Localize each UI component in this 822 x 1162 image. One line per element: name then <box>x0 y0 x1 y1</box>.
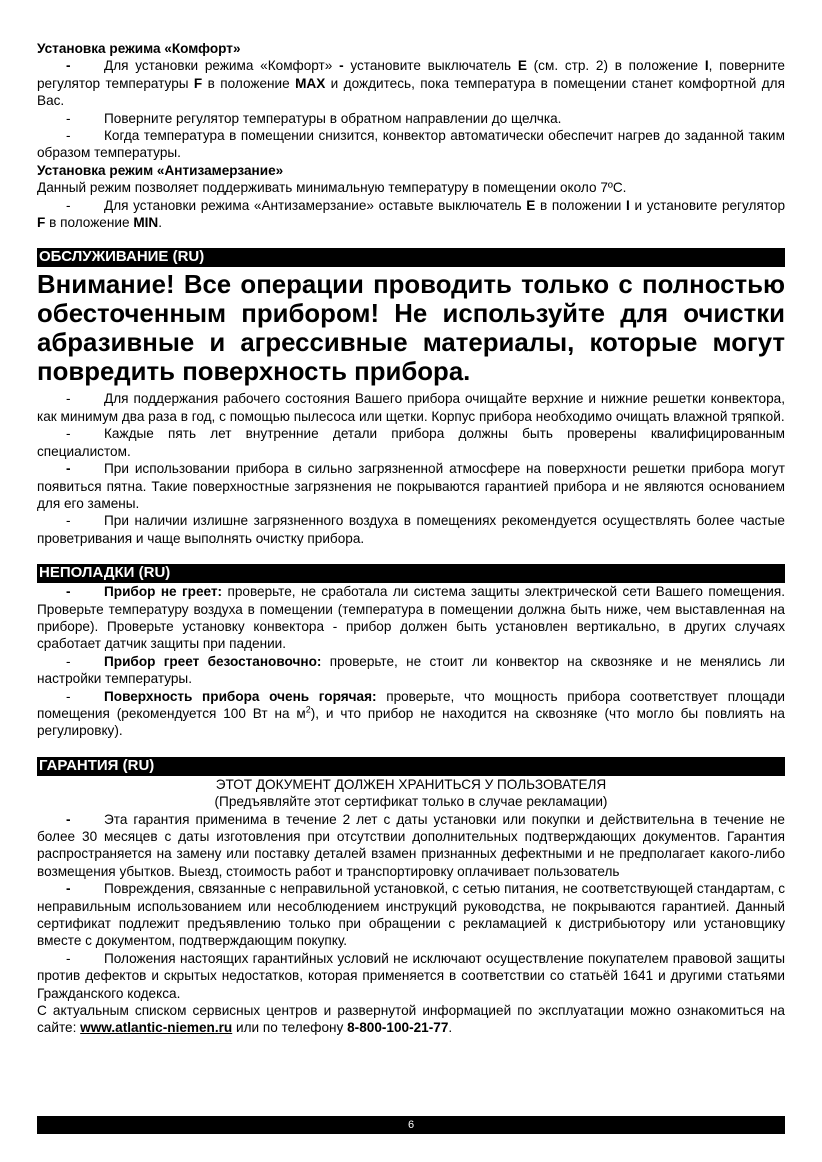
antifreeze-paragraph-2: - Для установки режима «Антизамерзание» оставьте выключатель E в положении I и установите регулятор F в положение MIN. <box>37 197 786 231</box>
section-spacer <box>37 547 785 564</box>
warranty-paragraph-2: - Повреждения, связанные с неправильной установкой, с сетью питания, не соответствующей стандартам, с неправильным использованием или несоблюдением инструкций руководства, не покрываются гарантией. Данный сертификат подлежит предъявлению только при обращении с рекламацией к дистрибьютору или установщику вместе с документом, подтверждающим покупку. <box>37 881 785 949</box>
page-number: 6 <box>407 1119 415 1131</box>
fault-hot-surface: - Поверхность прибора очень горячая: проверьте, что мощность прибора соответствует площади помещения (рекомендуется 100 Вт на $м^2$), и что прибор не находится на сквозняке (что могло бы повлиять на регулировку). <box>37 688 785 739</box>
comfort-paragraph-1: - Для установки режима «Комфорт» - установите выключатель E (см. стр. 2) в положение I, поверните регулятор температуры F в положение MAX и дождитесь, пока температура в помещении станет комфортной для Вас. <box>37 58 785 109</box>
warranty-paragraph-1: - Эта гарантия применима в течение 2 лет с даты установки или покупки и действительна в течение не более 30 месяцев с даты изготовления при отсутствии дополнительных подтверждающих документов. Гарантия распространяется на замену или поставку деталей взамен признанных дефектными и не предполагает какого-либо возмещения убытков. Выезд, стоимость работ и транспортировку оплачивает пользователь <box>37 811 785 879</box>
warranty-section-header: ГАРАНТИЯ (RU) <box>37 757 785 776</box>
fault-constant-heating: - Прибор греет безостановочно: проверьте, не стоит ли конвектор на сквозняке и не менялись ли настройки температуры. <box>37 653 786 687</box>
comfort-paragraph-2: - Поверните регулятор температуры в обратном направлении до щелчка. <box>66 110 562 126</box>
maintenance-paragraph-1: - Для поддержания рабочего состояния Вашего прибора очищайте верхние и нижние решетки конвектора, как минимум два раза в год, с помощью пылесоса или щетки. Корпус прибора необходимо очищать влажной тряпкой. <box>37 391 785 424</box>
maintenance-warning: Внимание! Все операции проводить только с полностью обесточенным прибором! Не используйте для очистки абразивные и агрессивные материалы, которые могут повредить поверхность прибора. <box>37 271 785 387</box>
section-spacer <box>37 231 785 248</box>
antifreeze-mode-title: Установка режим «Антизамерзание» <box>37 162 284 178</box>
faults-section-header: НЕПОЛАДКИ (RU) <box>37 564 785 583</box>
maintenance-section-header: ОБСЛУЖИВАНИЕ (RU) <box>37 248 785 267</box>
maintenance-paragraph-4: - При наличии излишне загрязненного воздуха в помещениях рекомендуется осуществлять более частые проветривания и чаще выполнять очистку прибора. <box>37 513 785 546</box>
maintenance-paragraph-3: - При использовании прибора в сильно загрязненной атмосфере на поверхности решетки прибора могут появиться пятна. Такие поверхностные загрязнения не покрываются гарантией прибора и не являются основанием для его замены. <box>37 461 785 511</box>
fault-no-heating: - Прибор не греет: проверьте, не сработала ли система защиты электрической сети Вашего помещения. Проверьте температуру воздуха в помещении (температура в помещении должна быть ниже, чем выставленная на приборе). Проверьте установку конвектора - прибор должен быть установлен вертикально, в других случаях сработает датчик защиты при падении. <box>37 584 785 652</box>
warranty-certificate-note: (Предъявляйте этот сертификат только в случае рекламации) <box>214 794 608 810</box>
website-link[interactable]: www.atlantic-niemen.ru <box>80 1020 233 1036</box>
warranty-notice-line: ЭТОТ ДОКУМЕНТ ДОЛЖЕН ХРАНИТЬСЯ У ПОЛЬЗОВАТЕЛЯ <box>215 776 607 792</box>
comfort-paragraph-3: - Когда температура в помещении снизится, конвектор автоматически обеспечит нагрев до заданной таким образом температуры. <box>37 128 785 161</box>
phone-number: 8-800-100-21-77 <box>347 1020 449 1036</box>
comfort-mode-title: Установка режима «Комфорт» <box>37 41 241 56</box>
warranty-paragraph-3: - Положения настоящих гарантийных условий не исключают осуществление покупателем правовой защиты против дефектов и скрытых недостатков, которая применяется в соответствии со статьёй 1641 и другими статьями Гражданского кодекса. <box>37 950 785 1001</box>
antifreeze-paragraph-1: Данный режим позволяет поддерживать минимальную температуру в помещении около 7ºC. <box>37 180 627 196</box>
section-spacer <box>37 740 785 757</box>
document-page <box>37 40 785 1037</box>
page-footer <box>37 1116 785 1134</box>
warranty-contacts: С актуальным списком сервисных центров и развернутой информацией по эксплуатации можно ознакомиться на сайте: www.atlantic-niemen.ru или по телефону 8-800-100-21-77. <box>37 1003 785 1036</box>
maintenance-paragraph-2: - Каждые пять лет внутренние детали прибора должны быть проверены квалифицированным специалистом. <box>37 426 785 459</box>
